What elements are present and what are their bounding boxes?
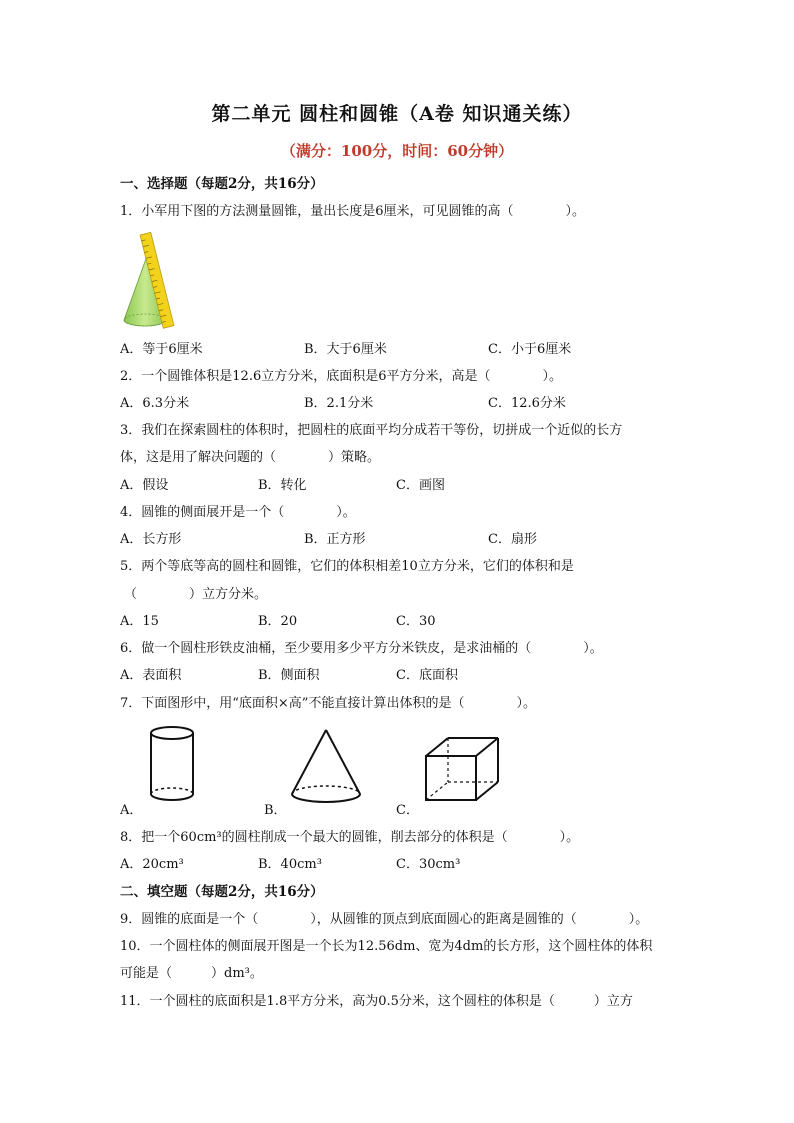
- q3-option-a: A．假设: [120, 478, 169, 493]
- cone-figure: [288, 726, 364, 808]
- q8-option-a: A．20cm³: [120, 857, 184, 872]
- q6-stem: 6．做一个圆柱形铁皮油桶，至少要用多少平方分米铁皮，是求油桶的（ ）。: [120, 641, 603, 656]
- q8-option-b: B．40cm³: [258, 857, 322, 872]
- q5-stem-line2: （ ）立方分米。: [124, 587, 268, 602]
- q8-option-c: C．30cm³: [396, 857, 461, 872]
- q2-option-a: A．6.3分米: [120, 396, 190, 411]
- q7-option-a: A．: [120, 803, 143, 818]
- q5-stem-line1: 5．两个等底等高的圆柱和圆锥，它们的体积相差10立方分米，它们的体积和是: [120, 559, 574, 574]
- q1-option-c: C．小于6厘米: [488, 342, 572, 357]
- q11-stem: 11．一个圆柱的底面积是1.8平方分米，高为0.5分米，这个圆柱的体积是（ ）立方: [120, 994, 633, 1009]
- q4-stem: 4．圆锥的侧面展开是一个（ ）。: [120, 505, 356, 520]
- q6-option-c: C．底面积: [396, 668, 458, 683]
- cuboid-figure: [422, 732, 502, 808]
- section-1-heading: 一、选择题（每题2分，共16分）: [120, 176, 324, 192]
- q8-stem: 8．把一个60cm³的圆柱削成一个最大的圆锥，削去部分的体积是（ ）。: [120, 830, 580, 845]
- q5-option-b: B．20: [258, 614, 298, 629]
- q6-option-a: A．表面积: [120, 668, 182, 683]
- q7-option-b: B．: [264, 803, 287, 818]
- q7-stem: 7．下面图形中，用“底面积×高”不能直接计算出体积的是（ ）。: [120, 696, 536, 711]
- q2-option-c: C．12.6分米: [488, 396, 566, 411]
- q4-option-a: A．长方形: [120, 532, 182, 547]
- q3-option-b: B．转化: [258, 478, 307, 493]
- q10-stem-line2: 可能是（ ）dm³。: [120, 966, 263, 981]
- q3-option-c: C．画图: [396, 478, 445, 493]
- q1-option-b: B．大于6厘米: [304, 342, 387, 357]
- q10-stem-line1: 10．一个圆柱体的侧面展开图是一个长为12.56dm、宽为4dm的长方形，这个圆柱体的体积: [120, 939, 653, 954]
- q1-option-a: A．等于6厘米: [120, 342, 203, 357]
- q6-option-b: B．侧面积: [258, 668, 320, 683]
- q5-option-c: C．30: [396, 614, 436, 629]
- q5-option-a: A．15: [120, 614, 159, 629]
- section-2-heading: 二、填空题（每题2分，共16分）: [120, 884, 324, 900]
- cylinder-figure: [147, 724, 197, 806]
- q7-option-c: C．: [396, 803, 419, 818]
- q4-option-c: C．扇形: [488, 532, 537, 547]
- page-title: 第二单元 圆柱和圆锥（A卷 知识通关练）: [211, 103, 583, 125]
- q9-stem: 9．圆锥的底面是一个（ ），从圆锥的顶点到底面圆心的距离是圆锥的（ ）。: [120, 912, 649, 927]
- cone-ruler-figure: [118, 228, 184, 332]
- q3-stem-line2: 体，这是用了解决问题的（ ）策略。: [120, 450, 381, 465]
- q4-option-b: B．正方形: [304, 532, 366, 547]
- q1-stem: 1．小军用下图的方法测量圆锥，量出长度是6厘米，可见圆锥的高（ ）。: [120, 204, 586, 219]
- q2-stem: 2．一个圆锥体积是12.6立方分米，底面积是6平方分米，高是（ ）。: [120, 369, 562, 384]
- page-subtitle: （满分：100分，时间：60分钟）: [280, 142, 514, 160]
- q2-option-b: B．2.1分米: [304, 396, 374, 411]
- q3-stem-line1: 3．我们在探索圆柱的体积时，把圆柱的底面平均分成若干等份，切拼成一个近似的长方: [120, 423, 623, 438]
